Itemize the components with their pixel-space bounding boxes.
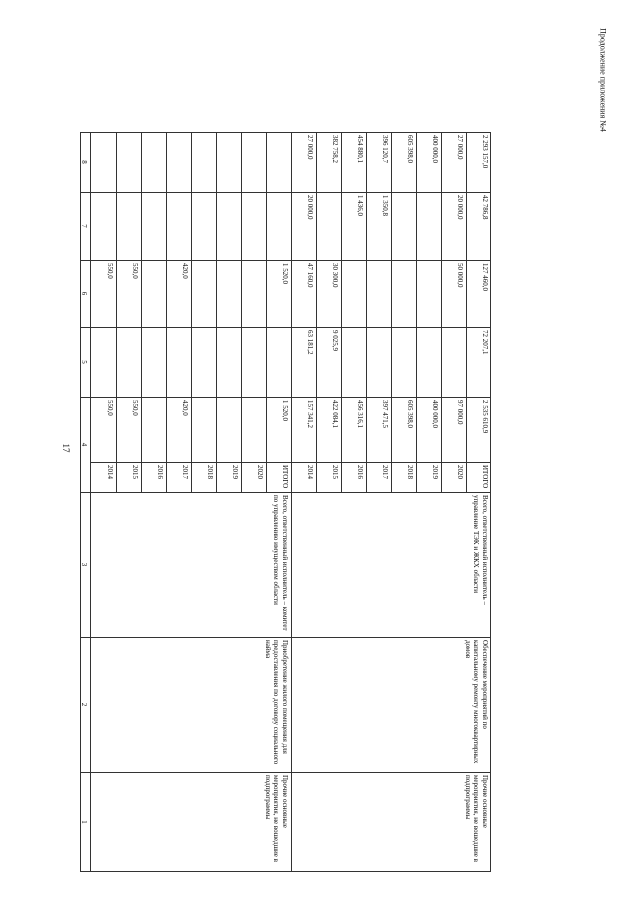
- responsible-cell-text: Всего, ответственный исполнитель – комитет по управлению имуществом области: [272, 495, 289, 631]
- value-cell-c5-text: 9 025,9: [331, 330, 339, 351]
- value-cell-c7: [466, 192, 491, 260]
- value-cell-c8-text: [116, 132, 141, 192]
- value-cell-c8-text: 396 120,7: [381, 135, 389, 163]
- value-cell-c8-text: [241, 132, 266, 192]
- column-header-7: [80, 192, 90, 260]
- year-cell-text: 2019: [431, 465, 439, 479]
- value-cell-c7-text: [316, 192, 341, 260]
- value-cell-c7-text: [166, 192, 191, 260]
- value-cell-c4-text: [191, 397, 216, 462]
- column-header-5: [80, 327, 90, 397]
- value-cell-c7: [391, 192, 416, 260]
- value-cell-c5: [291, 327, 316, 397]
- value-cell-c6: [216, 260, 241, 327]
- value-cell-c7: [316, 192, 341, 260]
- value-cell-c4: [216, 397, 241, 462]
- value-cell-c5-text: [266, 327, 291, 397]
- value-cell-c6: [166, 260, 191, 327]
- value-cell-c5: [166, 327, 191, 397]
- value-cell-c8: [366, 132, 391, 192]
- value-cell-c6-text: [191, 260, 216, 327]
- value-cell-c8: [341, 132, 366, 192]
- value-cell-c4-text: 605 398,0: [406, 400, 414, 428]
- year-cell-text: ИТОГО: [281, 465, 289, 489]
- value-cell-c4-text: 420,0: [181, 400, 189, 416]
- value-cell-c7-text: [391, 192, 416, 260]
- value-cell-c7: [266, 192, 291, 260]
- value-cell-c5: [116, 327, 141, 397]
- appendix-title: Продолжение приложения №4: [598, 28, 608, 132]
- measure-cell-text: Приобретение жилого помещения для предоставления по договору социального найма: [264, 640, 289, 765]
- direction-cell-text: Прочие основные мероприятия, не вошедшие в подпрограммы: [264, 775, 289, 862]
- year-cell: [90, 462, 116, 492]
- value-cell-c7: [441, 192, 466, 260]
- value-cell-c5: [391, 327, 416, 397]
- year-cell: [416, 462, 441, 492]
- value-cell-c4: [316, 397, 341, 462]
- year-cell: [191, 462, 216, 492]
- direction-cell-text: Прочие основные мероприятия, не вошедшие в подпрограммы: [464, 775, 489, 862]
- year-cell-text: 2018: [406, 465, 414, 479]
- value-cell-c8: [216, 132, 241, 192]
- value-cell-c8-text: 454 880,1: [356, 135, 364, 163]
- value-cell-c6-text: [216, 260, 241, 327]
- value-cell-c5-text: [416, 327, 441, 397]
- column-header-3-text: 3: [80, 562, 88, 567]
- column-header-4: [80, 397, 90, 492]
- value-cell-c8-text: 27 000,0: [456, 135, 464, 160]
- value-cell-c5: [90, 327, 116, 397]
- value-cell-c8-text: [266, 132, 291, 192]
- year-cell-text: 2020: [456, 465, 464, 479]
- measure-cell-text: Обеспечение мероприятий по капитальному ремонту многоквартирных домов: [464, 640, 489, 764]
- year-cell-text: ИТОГО: [481, 465, 489, 489]
- responsible-cell: [291, 492, 491, 637]
- value-cell-c7-text: 1 350,8: [381, 195, 389, 216]
- value-cell-c8-text: 27 000,0: [306, 135, 314, 160]
- value-cell-c6-text: 550,0: [106, 263, 114, 279]
- value-cell-c4-text: 157 341,2: [306, 400, 314, 428]
- value-cell-c7: [141, 192, 166, 260]
- value-cell-c6-text: 550,0: [131, 263, 139, 279]
- column-header-3: [80, 492, 90, 637]
- value-cell-c6-text: [391, 260, 416, 327]
- value-cell-c8-text: [141, 132, 166, 192]
- year-cell-text: 2018: [206, 465, 214, 479]
- column-header-7-text: 7: [80, 224, 88, 228]
- value-cell-c7-text: 42 786,8: [481, 195, 489, 220]
- value-cell-c7-text: [116, 192, 141, 260]
- value-cell-c5: [191, 327, 216, 397]
- value-cell-c7-text: 20 000,0: [456, 195, 464, 220]
- year-cell: [291, 462, 316, 492]
- value-cell-c7-text: 20 000,0: [306, 195, 314, 220]
- value-cell-c5-text: [216, 327, 241, 397]
- value-cell-c7: [366, 192, 391, 260]
- value-cell-c4-text: 397 471,5: [381, 400, 389, 428]
- column-header-1-text: 1: [80, 820, 88, 824]
- value-cell-c6: [466, 260, 491, 327]
- measure-cell: [291, 637, 491, 772]
- value-cell-c4: [266, 397, 291, 462]
- value-cell-c6: [341, 260, 366, 327]
- value-cell-c4: [166, 397, 191, 462]
- value-cell-c7: [116, 192, 141, 260]
- value-cell-c6: [416, 260, 441, 327]
- year-cell: [391, 462, 416, 492]
- column-header-5-text: 5: [80, 360, 88, 364]
- direction-cell: [90, 772, 291, 872]
- value-cell-c6-text: 30 300,0: [331, 263, 339, 288]
- year-cell: [166, 462, 191, 492]
- value-cell-c5-text: 63 181,2: [306, 330, 314, 355]
- year-cell: [216, 462, 241, 492]
- value-cell-c4: [341, 397, 366, 462]
- value-cell-c6-text: [141, 260, 166, 327]
- value-cell-c8-text: [166, 132, 191, 192]
- value-cell-c6: [241, 260, 266, 327]
- column-header-2-text: 2: [80, 702, 88, 707]
- value-cell-c4-text: 2 535 610,9: [481, 400, 489, 434]
- value-cell-c6-text: 1 520,0: [281, 263, 289, 284]
- measure-cell: [90, 637, 291, 772]
- value-cell-c7-text: [241, 192, 266, 260]
- direction-cell: [291, 772, 491, 872]
- value-cell-c4-text: 550,0: [131, 400, 139, 416]
- value-cell-c6-text: 420,0: [181, 263, 189, 279]
- value-cell-c8-text: 605 398,0: [406, 135, 414, 163]
- value-cell-c8: [191, 132, 216, 192]
- year-cell-text: 2016: [156, 465, 164, 479]
- value-cell-c8: [391, 132, 416, 192]
- year-cell-text: 2015: [131, 465, 139, 479]
- value-cell-c8: [116, 132, 141, 192]
- value-cell-c5-text: [141, 327, 166, 397]
- value-cell-c8-text: 382 758,2: [331, 135, 339, 163]
- value-cell-c7: [241, 192, 266, 260]
- value-cell-c6-text: 50 000,0: [456, 263, 464, 288]
- budget-table: [80, 132, 500, 872]
- value-cell-c5: [266, 327, 291, 397]
- value-cell-c7: [416, 192, 441, 260]
- column-header-8: [80, 132, 90, 192]
- year-cell-text: 2015: [331, 465, 339, 479]
- value-cell-c7: [191, 192, 216, 260]
- value-cell-c7: [166, 192, 191, 260]
- value-cell-c6-text: 127 460,0: [481, 263, 489, 291]
- value-cell-c7-text: [90, 192, 116, 260]
- year-cell-text: 2020: [256, 465, 264, 479]
- value-cell-c4: [466, 397, 491, 462]
- value-cell-c8: [241, 132, 266, 192]
- value-cell-c4-text: [141, 397, 166, 462]
- value-cell-c4: [141, 397, 166, 462]
- value-cell-c5-text: [191, 327, 216, 397]
- year-cell: [141, 462, 166, 492]
- value-cell-c8-text: [216, 132, 241, 192]
- value-cell-c5-text: [116, 327, 141, 397]
- value-cell-c5-text: [366, 327, 391, 397]
- column-header-6-text: 6: [80, 291, 88, 296]
- value-cell-c6: [116, 260, 141, 327]
- year-cell: [466, 462, 491, 492]
- value-cell-c8-text: 400 000,0: [431, 135, 439, 163]
- year-cell-text: 2014: [106, 465, 114, 479]
- value-cell-c4-text: 550,0: [106, 400, 114, 416]
- value-cell-c5: [366, 327, 391, 397]
- value-cell-c7: [291, 192, 316, 260]
- value-cell-c4-text: 1 520,0: [281, 400, 289, 421]
- value-cell-c7-text: [191, 192, 216, 260]
- value-cell-c8: [266, 132, 291, 192]
- value-cell-c5: [141, 327, 166, 397]
- value-cell-c4-text: 456 316,1: [356, 400, 364, 428]
- value-cell-c6-text: [416, 260, 441, 327]
- value-cell-c8: [416, 132, 441, 192]
- value-cell-c8: [90, 132, 116, 192]
- value-cell-c7-text: [266, 192, 291, 260]
- value-cell-c8: [466, 132, 491, 192]
- year-cell-text: 2016: [356, 465, 364, 479]
- value-cell-c7: [90, 192, 116, 260]
- year-cell-text: 2014: [306, 465, 314, 479]
- value-cell-c6-text: [241, 260, 266, 327]
- value-cell-c5-text: [391, 327, 416, 397]
- year-cell: [241, 462, 266, 492]
- value-cell-c5: [341, 327, 366, 397]
- year-cell: [441, 462, 466, 492]
- value-cell-c7-text: [216, 192, 241, 260]
- value-cell-c6: [316, 260, 341, 327]
- column-header-6: [80, 260, 90, 327]
- value-cell-c7-text: [141, 192, 166, 260]
- value-cell-c6: [366, 260, 391, 327]
- value-cell-c4-text: [216, 397, 241, 462]
- value-cell-c6: [141, 260, 166, 327]
- value-cell-c8-text: 2 293 157,0: [481, 135, 489, 169]
- value-cell-c8: [316, 132, 341, 192]
- responsible-cell-text: Всего, ответственный исполнитель – управление ТЭК и ЖКХ области: [472, 495, 489, 605]
- value-cell-c5: [466, 327, 491, 397]
- value-cell-c7-text: [416, 192, 441, 260]
- value-cell-c4: [416, 397, 441, 462]
- value-cell-c5-text: [166, 327, 191, 397]
- value-cell-c4: [441, 397, 466, 462]
- value-cell-c8: [166, 132, 191, 192]
- year-cell-text: 2017: [181, 465, 189, 479]
- value-cell-c5-text: [241, 327, 266, 397]
- value-cell-c6-text: [366, 260, 391, 327]
- value-cell-c5-text: [90, 327, 116, 397]
- column-header-2: [80, 637, 90, 772]
- responsible-cell: [90, 492, 291, 637]
- value-cell-c4: [241, 397, 266, 462]
- year-cell-text: 2017: [381, 465, 389, 479]
- value-cell-c5: [241, 327, 266, 397]
- year-cell: [116, 462, 141, 492]
- value-cell-c8: [291, 132, 316, 192]
- value-cell-c4-text: 422 084,1: [331, 400, 339, 428]
- value-cell-c5: [316, 327, 341, 397]
- value-cell-c4: [191, 397, 216, 462]
- value-cell-c4: [291, 397, 316, 462]
- value-cell-c8-text: [90, 132, 116, 192]
- value-cell-c5-text: 72 207,1: [481, 330, 489, 355]
- column-header-1: [80, 772, 90, 872]
- value-cell-c6: [441, 260, 466, 327]
- column-header-8-text: 8: [80, 160, 88, 164]
- value-cell-c4: [366, 397, 391, 462]
- value-cell-c5: [416, 327, 441, 397]
- year-cell: [366, 462, 391, 492]
- value-cell-c4-text: 97 000,0: [456, 400, 464, 425]
- value-cell-c5-text: [341, 327, 366, 397]
- value-cell-c4: [90, 397, 116, 462]
- year-cell: [266, 462, 291, 492]
- value-cell-c6: [391, 260, 416, 327]
- value-cell-c6-text: [341, 260, 366, 327]
- column-header-4-text: 4: [80, 442, 88, 447]
- page-number: 17: [61, 443, 71, 453]
- value-cell-c6-text: 47 160,0: [306, 263, 314, 288]
- year-cell: [341, 462, 366, 492]
- value-cell-c5-text: [441, 327, 466, 397]
- value-cell-c8-text: [191, 132, 216, 192]
- value-cell-c4: [116, 397, 141, 462]
- value-cell-c8: [141, 132, 166, 192]
- value-cell-c6: [266, 260, 291, 327]
- year-cell-text: 2019: [231, 465, 239, 479]
- value-cell-c6: [191, 260, 216, 327]
- value-cell-c5: [216, 327, 241, 397]
- value-cell-c7: [216, 192, 241, 260]
- year-cell: [316, 462, 341, 492]
- value-cell-c5: [441, 327, 466, 397]
- value-cell-c7: [341, 192, 366, 260]
- value-cell-c6: [291, 260, 316, 327]
- value-cell-c7-text: 1 436,0: [356, 195, 364, 216]
- value-cell-c6: [90, 260, 116, 327]
- value-cell-c8: [441, 132, 466, 192]
- value-cell-c4-text: [241, 397, 266, 462]
- value-cell-c4-text: 400 000,0: [431, 400, 439, 428]
- value-cell-c4: [391, 397, 416, 462]
